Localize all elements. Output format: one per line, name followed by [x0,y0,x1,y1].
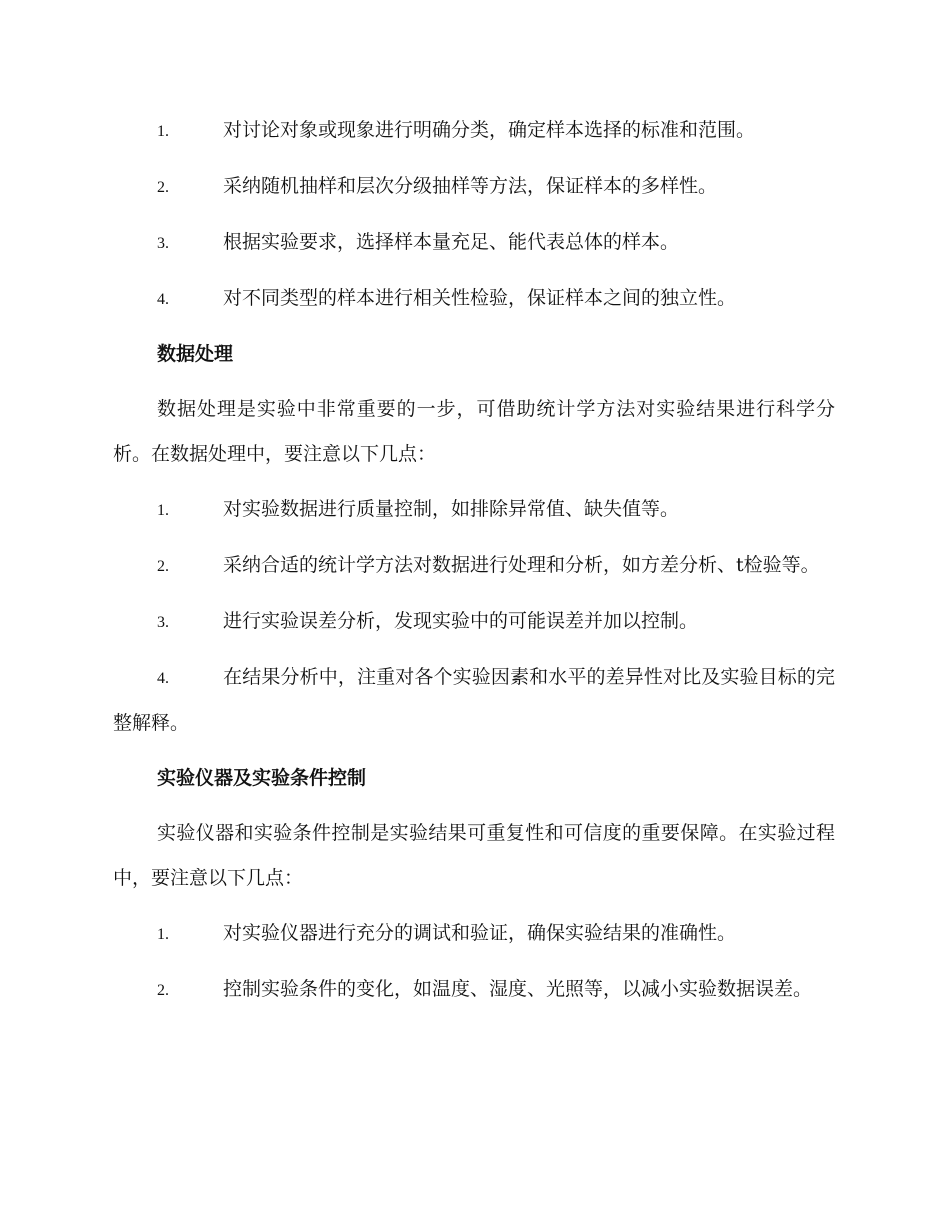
list-text: 对讨论对象或现象进行明确分类，确定样本选择的标准和范围。 [223,119,756,141]
list-item [113,655,835,746]
list-text: 对实验数据进行质量控制，如排除异常值、缺失值等。 [223,498,680,520]
list-text: 控制实验条件的变化，如温度、湿度、光照等，以减小实验数据误差。 [223,978,813,1000]
list-text: 在结果分析中，注重对各个实验因素和水平的差异性对比及实验目标的完整解释。 [113,666,835,734]
section-intro-paragraph: 实验仪器和实验条件控制是实验结果可重复性和可信度的重要保障。在实验过程中，要注意以下几点： [113,822,835,889]
list-number: 1. [157,123,169,140]
list-text: 进行实验误差分析，发现实验中的可能误差并加以控制。 [223,610,699,632]
list-text: 根据实验要求，选择样本量充足、能代表总体的样本。 [223,231,680,253]
list-item [113,599,835,645]
list-number: 4. [157,291,169,308]
list-text: 采纳随机抽样和层次分级抽样等方法，保证样本的多样性。 [223,175,718,197]
list-item [113,911,835,957]
list-number: 2. [157,982,169,999]
list-item [113,543,835,589]
list-item [113,164,835,210]
list-number: 4. [157,670,169,687]
list-item [113,276,835,322]
list-number: 3. [157,614,169,631]
list-number: 2. [157,179,169,196]
list-number: 2. [157,558,169,575]
section-intro-paragraph: 数据处理是实验中非常重要的一步，可借助统计学方法对实验结果进行科学分析。在数据处理中，要注意以下几点： [113,398,835,465]
list-number: 3. [157,235,169,252]
list-item [113,220,835,266]
list-number: 1. [157,502,169,519]
list-item [113,108,835,154]
list-number: 1. [157,926,169,943]
section-heading-data-processing: 数据处理 [157,343,234,365]
list-text: 采纳合适的统计学方法对数据进行处理和分析，如方差分析、t检验等。 [223,554,820,576]
document-body [113,108,835,1023]
list-item [113,967,835,1013]
list-text: 对不同类型的样本进行相关性检验，保证样本之间的独立性。 [223,287,737,309]
list-text: 对实验仪器进行充分的调试和验证，确保实验结果的准确性。 [223,922,737,944]
list-item [113,487,835,533]
section-heading-instrument-control: 实验仪器及实验条件控制 [157,767,367,789]
